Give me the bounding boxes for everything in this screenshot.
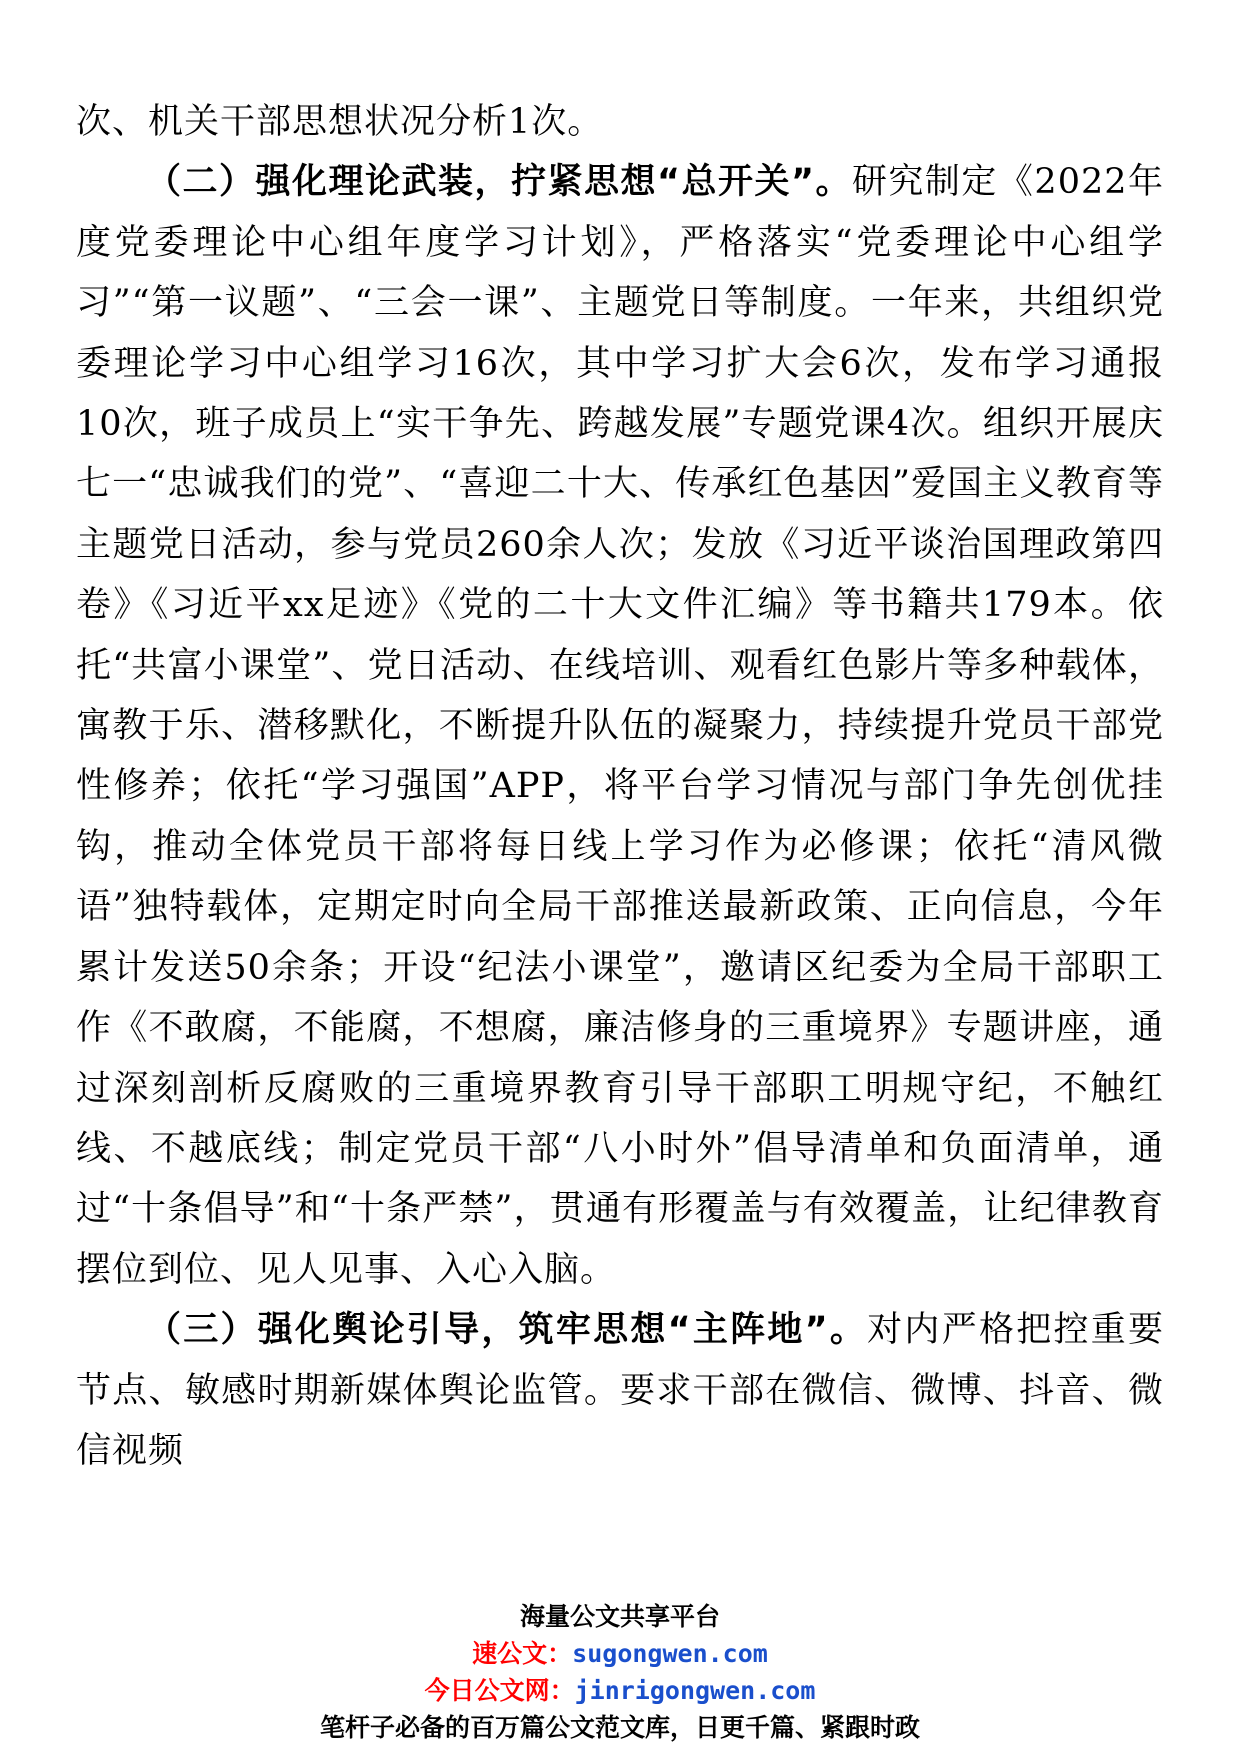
paragraph-text: 研究制定《2022年度党委理论中心组年度学习计划》，严格落实“党委理论中心组学习”“第一议题”、“三会一课”、主题党日等制度。一年来，共组织党委理论学习中心组学习16次，其中学习扩大会6次，发布学习通报10次，班子成员上“实干争先、跨越发展”专题党课4次。组织开展庆七一“忠诚我们的党”、“喜迎二十大、传承红色基因”爱国主义教育等主题党日活动，参与党员260余人次；发放《习近平谈治国理政第四卷》《习近平xx足迹》《党的二十大文件汇编》等书籍共179本。依托“共富小课堂”、党日活动、在线培训、观看红色影片等多种载体，寓教于乐、潜移默化，不断提升队伍的凝聚力，持续提升党员干部党性修养；依托“学习强国”APP，将平台学习情况与部门争先创优挂钩，推动全体党员干部将每日线上学习作为必修课；依托“清风微语”独特载体，定期定时向全局干部推送最新政策、正向信息，今年累计发送50余条；开设“纪法小课堂”，邀请区纪委为全局干部职工作《不敢腐，不能腐，不想腐，廉洁修身的三重境界》专题讲座，通过深刻剖析反腐败的三重境界教育引导干部职工明规守纪，不触红线、不越底线；制定党员干部“八小时外”倡导清单和负面清单，通过“十条倡导”和“十条严禁”，贯通有形覆盖与有效覆盖，让纪律教育摆位到位、见人见事、入心入脑。	[76, 162, 1164, 1290]
paragraph-section-3	[76, 1300, 1164, 1481]
footer-platform-title: 海量公文共享平台	[519, 1602, 720, 1631]
footer-slogan: 笔杆子必备的百万篇公文范文库，日更千篇、紧跟时政	[319, 1713, 920, 1742]
footer-site-2-url[interactable]: jinrigongwen.com	[574, 1676, 816, 1705]
footer-site-1	[0, 1635, 1240, 1672]
document-body	[76, 92, 1164, 1481]
paragraph-continuation	[76, 92, 1164, 152]
section-heading: （三）强化舆论引导，筑牢思想“主阵地”。	[146, 1310, 868, 1351]
footer-site-2-label: 今日公文网：	[424, 1676, 575, 1705]
footer-watermark	[0, 1598, 1240, 1746]
footer-site-1-label: 速公文：	[472, 1639, 573, 1668]
paragraph-section-2	[76, 152, 1164, 1300]
section-heading: （二）强化理论武装，拧紧思想“总开关”。	[146, 162, 852, 203]
footer-site-2	[0, 1672, 1240, 1709]
footer-site-1-url[interactable]: sugongwen.com	[572, 1639, 768, 1668]
paragraph-text: 对内严格把控重要节点、敏感时期新媒体舆论监管。要求干部在微信、微博、抖音、微信视频	[76, 1310, 1164, 1471]
paragraph-text: 次、机关干部思想状况分析1次。	[76, 102, 604, 142]
